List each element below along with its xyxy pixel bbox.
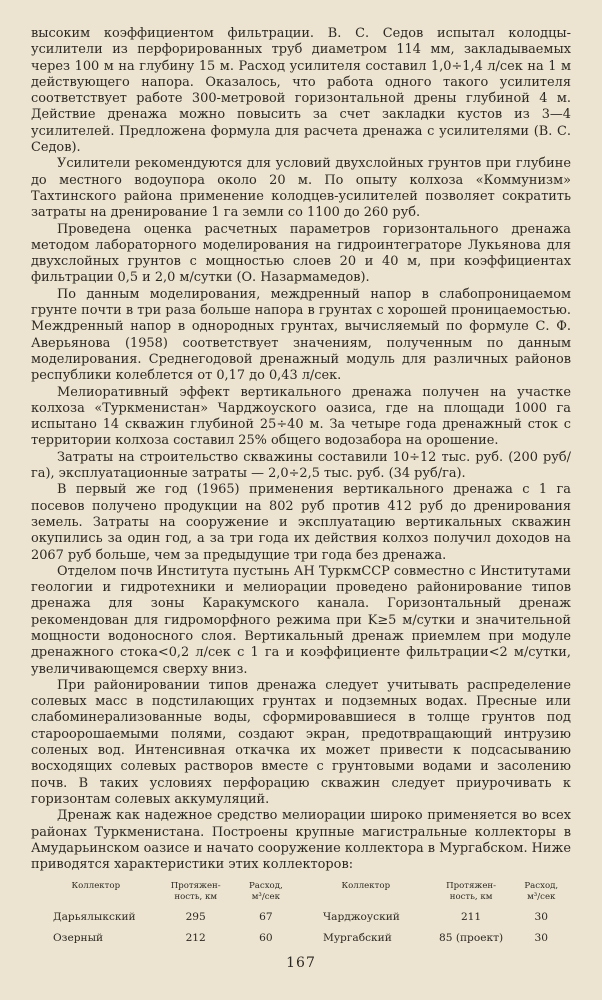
table-header-row <box>31 881 571 908</box>
paragraph-7: В первый же год (1965) применения вертикального дренажа с 1 га посевов получено продукции на 802 руб против 412 руб до дренирования земель. Затраты на сооружение и эксплуатацию вертикальных скважин окупились за один год, а за три года их действия колхоз получил доходов на 2067 руб больше, чем за предыдущие три года без дренажа. <box>31 482 571 563</box>
header-length-label: Протяжен- ность, км <box>170 881 221 902</box>
collector-flow: 30 <box>534 911 549 924</box>
header-length <box>161 881 231 908</box>
paragraph-6: Затраты на строительство скважины составили 10÷12 тыс. руб. (200 руб/га), эксплуатационные затраты — 2,0÷2,5 тыс. руб. (34 руб/га). <box>31 449 571 482</box>
paragraph-2: Усилители рекомендуются для условий двухслойных грунтов при глубине до местного водоупора около 20 м. По опыту колхоза «Коммунизм» Тахтинского района применение колодцев-усилителей позволяет сократить затраты на дренирование 1 га земли со 1100 до 260 руб. <box>31 156 571 221</box>
header-flow-2 <box>512 881 571 908</box>
paragraph-4: По данным моделирования, междренный напор в слабопроницаемом грунте почти в три раза больше напора в грунтах с хорошей проницаемостью. Междренный напор в однородных грунтах, вычисляемый по формуле С. Ф. Аверьянова (1958) соответствует значениям, полученным по данным моделирования. Среднегодовой дренажный модуль для различных районов республики колеблется от 0,17 до 0,43 л/сек. <box>31 286 571 384</box>
paragraph-9: При районировании типов дренажа следует учитывать распределение солевых масс в подстилающих грунтах и подземных водах. Пресные или слабоминерализованные воды, сформировавшиеся в толще грунтов под староорошаемыми полями, создают экран, предотвращающий интрузию соленых вод. Интенсивная откачка их может привести к подсасыванию восходящих солевых растворов вместе с грунтовыми водами и засолению почв. В таких условиях перфорацию скважин следует приурочивать к горизонтам солевых аккумуляций. <box>31 677 571 807</box>
page-body <box>31 26 571 950</box>
header-flow <box>231 881 301 908</box>
page-number: 167 <box>286 955 316 971</box>
collector-length: 211 <box>460 911 482 924</box>
table-row <box>31 908 571 929</box>
paragraph-5: Мелиоративный эффект вертикального дренажа получен на участке колхоза «Туркменистан» Чарджоуского оазиса, где на площади 1000 га испытано 14 скважин глубиной 25÷40 м. За четыре года дренажный сток с территории колхоза составил 25% общего водозабора на орошение. <box>31 384 571 449</box>
collector-name: Озерный <box>53 932 104 945</box>
paragraph-8: Отделом почв Института пустынь АН ТуркмССР совместно с Институтами геологии и гидротехники и мелиорации проведено районирование типов дренажа для зоны Каракумского канала. Горизонтальный дренаж рекомендован для гидроморфного режима при K≥5 м/сутки и значительной мощности водоносного слоя. Вертикальный дренаж приемлем при модуле дренажного стока<0,2 л/сек с 1 га и коэффициенте фильтрации<2 м/сутки, увеличивающемся сверху вниз. <box>31 563 571 677</box>
header-length-label-2: Протяжен- ность, км <box>446 881 497 902</box>
header-collector-2: Коллектор <box>341 881 391 892</box>
collector-flow: 67 <box>259 911 273 924</box>
collector-length: 212 <box>185 932 206 945</box>
collectors-table <box>31 881 571 950</box>
header-collector: Коллектор <box>71 881 121 892</box>
collector-length: 85 (проект) <box>439 932 504 945</box>
collector-name: Чарджоуский <box>322 911 400 924</box>
paragraph-3: Проведена оценка расчетных параметров горизонтального дренажа методом лабораторного моделирования на гидроинтеграторе Лукьянова для двухслойных грунтов с мощностью слоев 20 и 40 м, при коэффициентах фильтрации 0,5 и 2,0 м/сутки (О. Назармамедов). <box>31 221 571 286</box>
paragraph-10: Дренаж как надежное средство мелиорации широко применяется во всех районах Туркменистана. Построены крупные магистральные коллекторы в Амударьинском оазисе и начато сооружение коллектора в Мургабском. Ниже приводятся характеристики этих коллекторов: <box>31 808 571 873</box>
table-row <box>31 929 571 950</box>
paragraph-1: высоким коэффициентом фильтрации. В. С. Седов испытал колодцы-усилители из перфорированных труб диаметром 114 мм, закладываемых через 100 м на глубину 15 м. Расход усилителя составил 1,0÷1,4 л/сек на 1 м действующего напора. Оказалось, что работа одного такого усилителя соответствует работе 300-метровой горизонтальной дрены глубиной 4 м. Действие дренажа можно повысить за счет закладки кустов из 3—4 усилителей. Предложена формула для расчета дренажа с усилителями (В. С. Седов). <box>31 26 571 156</box>
collector-name: Дарьялыкский <box>53 911 136 924</box>
collector-flow: 60 <box>259 932 273 945</box>
collector-name: Мургабский <box>322 932 392 945</box>
collector-flow: 30 <box>534 932 549 945</box>
collector-length: 295 <box>185 911 206 924</box>
header-flow-label: Расход, м³/сек <box>248 881 283 902</box>
header-flow-label-2: Расход, м³/сек <box>524 881 559 902</box>
header-length-2 <box>431 881 512 908</box>
